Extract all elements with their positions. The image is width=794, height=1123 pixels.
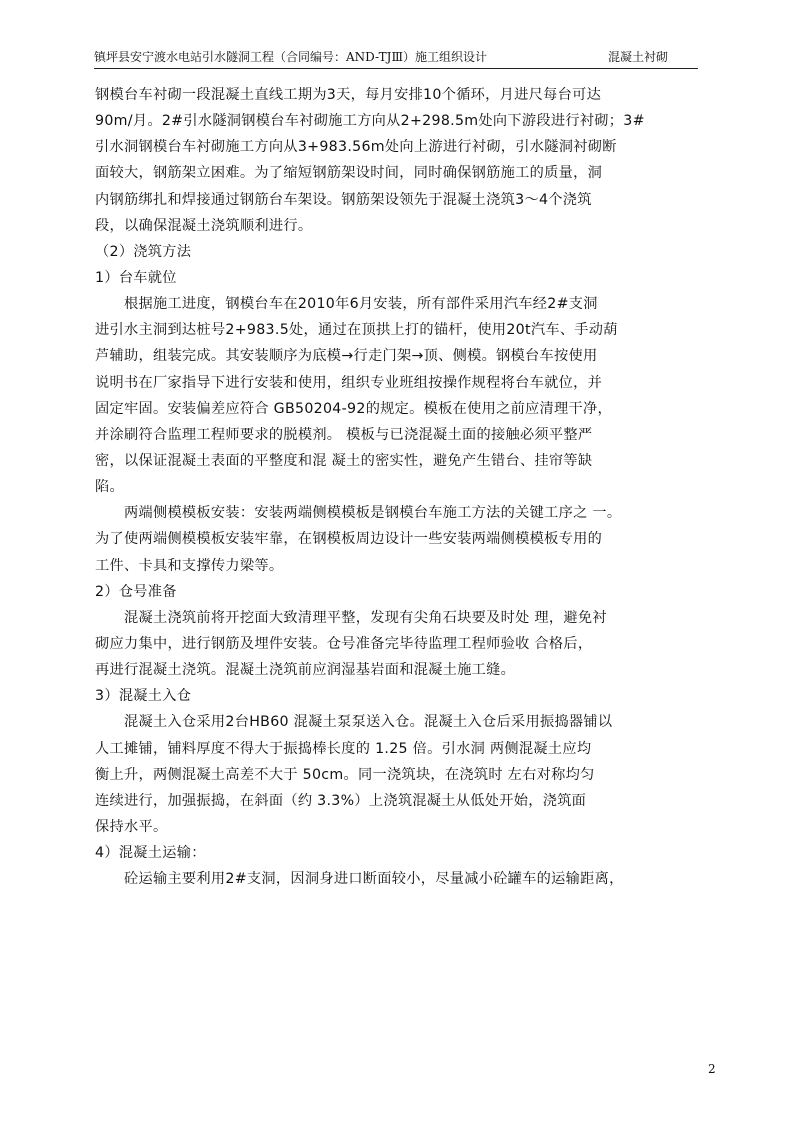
text-line: 钢模台车衬砌一段混凝土直线工期为3天，每月安排10个循环，月进尺每台可达	[95, 87, 602, 103]
text-line: 密，以保证混凝土表面的平整度和混 凝土的密实性，避免产生错台、挂帘等缺	[95, 452, 593, 469]
header-section: 混凝土衬砌	[608, 50, 669, 64]
text-line: 引水洞钢模台车衬砌施工方向从3+983.56m处向上游进行衬砌，引水隧洞衬砌断	[95, 139, 617, 156]
text-line: 再进行混凝土浇筑。混凝土浇筑前应润湿基岩面和混凝土施工缝。	[95, 662, 516, 679]
text-line: 2）仓号准备	[95, 583, 177, 600]
body-text	[95, 82, 735, 892]
text-line: 两端侧模模板安装：安装两端侧模模板是钢模台车施工方法的关键工序之 一。	[95, 505, 622, 522]
text-line: 保持水平。	[95, 818, 168, 835]
text-line: 90m/月。2#引水隧洞钢模台车衬砌施工方向从2+298.5m处向下游段进行衬砌；3#	[95, 113, 645, 130]
header-rule	[94, 68, 698, 69]
text-line: 4）混凝土运输：	[95, 845, 206, 862]
text-line: 根据施工进度，钢模台车在2010年6月安装，所有部件采用汽车经2#支洞	[95, 296, 598, 313]
page-number: 2	[708, 1062, 716, 1076]
text-line: 砌应力集中，进行钢筋及埋件安装。仓号准备完毕待监理工程师验收 合格后，	[95, 635, 593, 652]
text-line: 3）混凝土入仓	[95, 688, 192, 705]
text-line: 面较大，钢筋架立困难。为了缩短钢筋架设时间，同时确保钢筋施工的质量，洞	[95, 165, 603, 182]
text-line: （2）浇筑方法	[95, 243, 192, 260]
page-header	[94, 47, 698, 67]
text-line: 芦辅助，组装完成。其安装顺序为底模→行走门架→顶、侧模。钢模台车按使用	[95, 348, 598, 365]
text-line: 混凝土浇筑前将开挖面大致清理平整，发现有尖角石块要及时处 理，避免衬	[95, 609, 607, 626]
text-line: 说明书在厂家指导下进行安装和使用，组织专业班组按操作规程将台车就位，并	[95, 374, 603, 391]
text-line: 并涂刷符合监理工程师要求的脱模剂。 模板与已浇混凝土面的接触必须平整严	[95, 426, 593, 443]
text-line: 进引水主洞到达桩号2+983.5处，通过在顶拱上打的锚杆，使用20t汽车、手动葫	[95, 322, 618, 339]
text-line: 人工摊铺，铺料厚度不得大于振捣棒长度的 1.25 倍。引水洞 两侧混凝土应均	[95, 740, 592, 757]
text-line: 段，以确保混凝土浇筑顺利进行。	[95, 217, 313, 234]
text-line: 混凝土入仓采用2台HB60 混凝土泵泵送入仓。混凝土入仓后采用振捣器铺以	[95, 714, 613, 731]
text-line: 为了使两端侧模模板安装牢靠，在钢模板周边设计一些安装两端侧模模板专用的	[95, 531, 603, 548]
text-line: 1）台车就位	[95, 269, 177, 286]
text-line: 内钢筋绑扎和焊接通过钢筋台车架设。钢筋架设领先于混凝土浇筑3～4个浇筑	[95, 191, 592, 208]
text-line: 陷。	[95, 479, 124, 496]
text-line: 工件、卡具和支撑传力梁等。	[95, 557, 284, 574]
text-line: 固定牢固。安装偏差应符合 GB50204-92的规定。模板在使用之前应清理干净，	[95, 400, 612, 417]
text-line: 连续进行，加强振捣，在斜面（约 3.3%）上浇筑混凝土从低处开始，浇筑面	[95, 792, 587, 809]
text-line: 衡上升，两侧混凝土高差不大于 50cm。同一浇筑块，在浇筑时 左右对称均匀	[95, 766, 595, 783]
header-title: 镇坪县安宁渡水电站引水隧洞工程（合同编号：AND-TJⅢ）施工组织设计	[94, 50, 488, 64]
text-line: 砼运输主要利用2#支洞，因洞身进口断面较小，尽量减小砼罐车的运输距离，	[95, 871, 624, 888]
